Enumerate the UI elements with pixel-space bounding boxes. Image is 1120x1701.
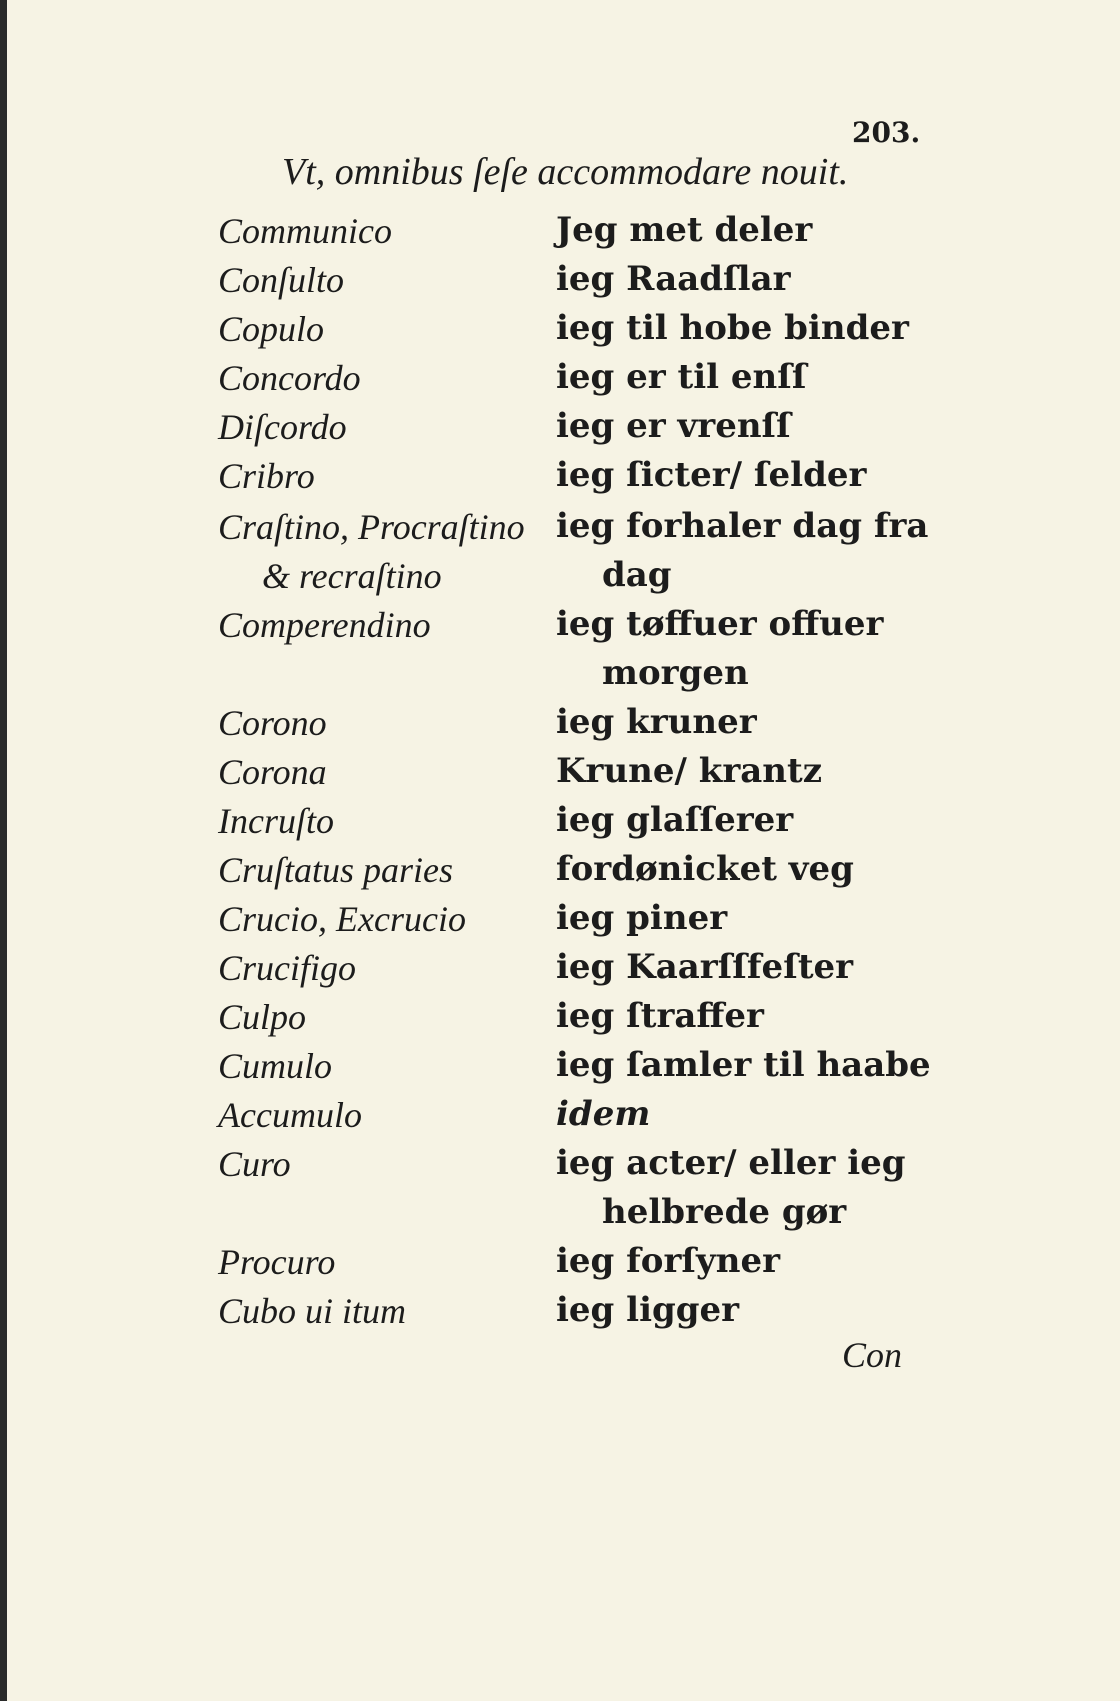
danish-gloss-continuation: helbrede gør — [602, 1192, 847, 1232]
latin-term: Cumulo — [218, 1046, 333, 1086]
danish-gloss: ieg ſtraffer — [556, 996, 764, 1036]
latin-term: Diſcordo — [218, 407, 347, 447]
latin-term: Procuro — [218, 1242, 336, 1282]
danish-gloss: ieg Kaarſſfeſter — [556, 947, 854, 987]
latin-term: Concordo — [218, 358, 361, 398]
latin-term: Accumulo — [218, 1095, 362, 1135]
latin-term-continuation: & recraſtino — [262, 556, 442, 596]
latin-term: Conſulto — [218, 260, 345, 300]
latin-term: Crucio, Excrucio — [218, 899, 466, 939]
latin-term: Craſtino, Procraſtino — [218, 507, 525, 547]
catchword: Con — [842, 1335, 903, 1375]
danish-gloss: ieg er til enſſ — [556, 357, 807, 397]
latin-term: Comperendino — [218, 605, 431, 645]
latin-term: Cubo ui itum — [218, 1291, 407, 1331]
danish-gloss: ieg ſamler til haabe — [556, 1045, 931, 1085]
latin-term: Cribro — [218, 456, 315, 496]
latin-term: Curo — [218, 1144, 291, 1184]
danish-gloss: ieg er vrenſſ — [556, 406, 791, 446]
latin-term: Corono — [218, 703, 327, 743]
danish-gloss: Krune/ krantz — [556, 751, 823, 791]
danish-gloss: Jeg met deler — [556, 210, 813, 250]
danish-gloss: fordønicket veg — [556, 849, 854, 889]
danish-gloss: ieg tøffuer offuer — [556, 604, 884, 644]
danish-gloss: ieg forhaler dag fra — [556, 506, 929, 546]
danish-gloss: ieg glaſſerer — [556, 800, 794, 840]
danish-gloss-continuation: morgen — [602, 653, 749, 693]
danish-gloss-continuation: dag — [602, 555, 672, 595]
latin-term: Communico — [218, 211, 392, 251]
page-motto: Vt, omnibus ſeſe accommodare nouit. — [282, 151, 849, 193]
latin-term: Corona — [218, 752, 327, 792]
latin-term: Cruſtatus paries — [218, 850, 454, 890]
latin-term: Copulo — [218, 309, 325, 349]
danish-gloss: ieg kruner — [556, 702, 757, 742]
danish-gloss: ieg til hobe binder — [556, 308, 909, 348]
danish-gloss: ieg ſicter/ ſelder — [556, 455, 867, 495]
danish-gloss: ieg piner — [556, 898, 728, 938]
danish-gloss: ieg forſyner — [556, 1241, 781, 1281]
danish-gloss: ieg acter/ eller ieg — [556, 1143, 906, 1183]
latin-term: Incruſto — [218, 801, 334, 841]
danish-gloss: ieg ligger — [556, 1290, 740, 1330]
page-number: 203. — [852, 116, 921, 149]
danish-gloss: idem — [556, 1094, 651, 1134]
danish-gloss: ieg Raadſlar — [556, 259, 791, 299]
latin-term: Crucifigo — [218, 948, 357, 988]
latin-term: Culpo — [218, 997, 307, 1037]
